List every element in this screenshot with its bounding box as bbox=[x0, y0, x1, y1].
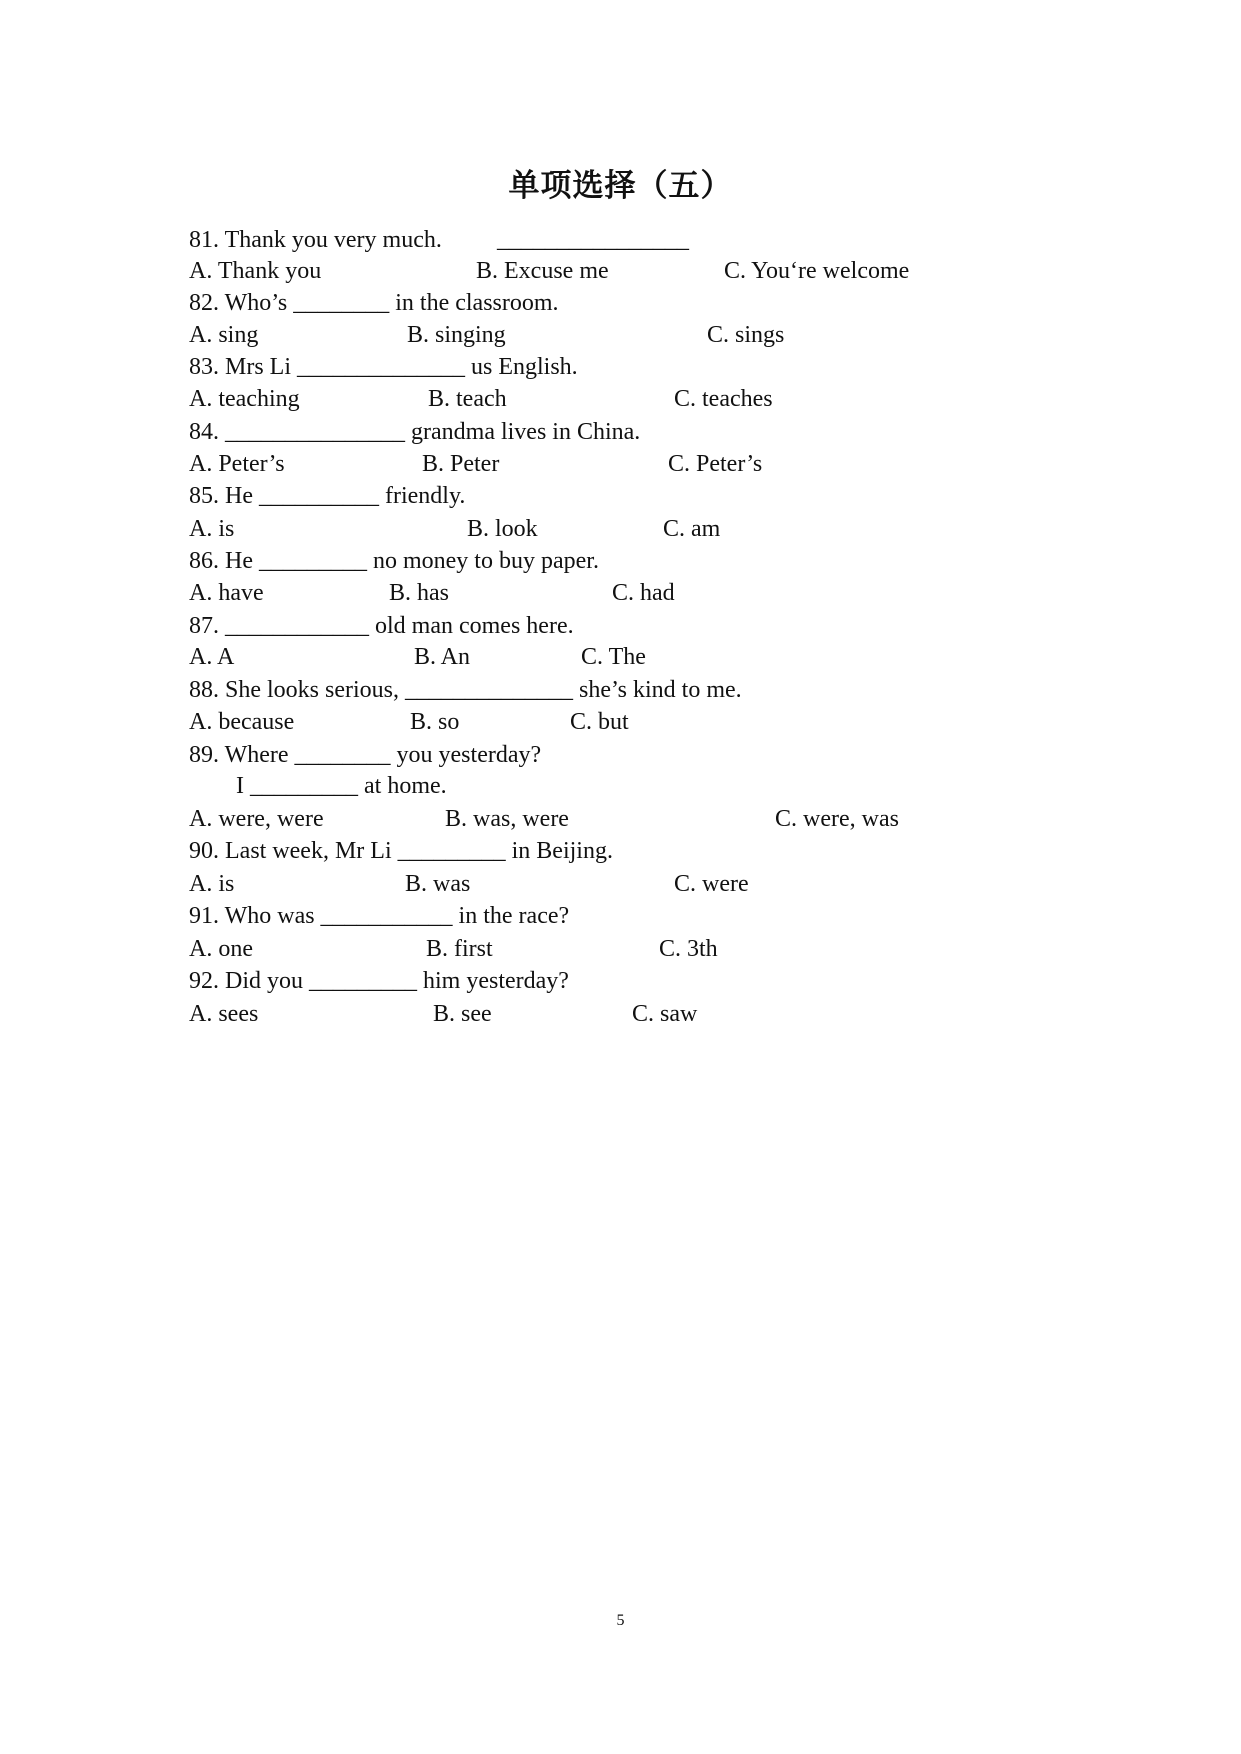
option-c: C. saw bbox=[632, 1001, 698, 1027]
question-number: 87. bbox=[189, 613, 219, 639]
option-b: B. Peter bbox=[422, 451, 500, 477]
question-text: Who’s ________ in the classroom. bbox=[224, 290, 559, 316]
page-title: 单项选择（五） bbox=[508, 168, 733, 204]
option-a: A. teaching bbox=[189, 386, 300, 412]
question-text: Who was ___________ in the race? bbox=[224, 903, 570, 929]
option-a: A. sing bbox=[189, 322, 259, 348]
option-b: B. so bbox=[410, 709, 460, 735]
question-text: She looks serious, ______________ she’s kind to me. bbox=[225, 677, 742, 703]
question-91 bbox=[189, 901, 569, 931]
question-89 bbox=[189, 740, 541, 770]
question-92 bbox=[189, 966, 569, 996]
option-a: A. A bbox=[189, 644, 235, 670]
answer-line-89 bbox=[236, 771, 447, 801]
option-b: B. first bbox=[426, 936, 493, 962]
question-number: 92. bbox=[189, 968, 219, 994]
answer-blank: ________________ bbox=[497, 227, 689, 253]
option-b: B. teach bbox=[428, 386, 507, 412]
option-b: B. see bbox=[433, 1001, 492, 1027]
option-c: C. am bbox=[663, 516, 721, 542]
question-text: Thank you very much. bbox=[224, 227, 442, 253]
question-text: He _________ no money to buy paper. bbox=[225, 548, 599, 574]
question-number: 83. bbox=[189, 354, 219, 380]
option-c: C. 3th bbox=[659, 936, 718, 962]
option-a: A. Peter’s bbox=[189, 451, 285, 477]
question-84 bbox=[189, 417, 640, 447]
question-text: Where ________ you yesterday? bbox=[224, 742, 542, 768]
option-b: B. was, were bbox=[445, 806, 569, 832]
question-90 bbox=[189, 836, 613, 866]
question-number: 85. bbox=[189, 483, 219, 509]
option-a: A. sees bbox=[189, 1001, 259, 1027]
question-text: Last week, Mr Li _________ in Beijing. bbox=[225, 838, 613, 864]
option-c: C. were, was bbox=[775, 806, 899, 832]
question-text: Did you _________ him yesterday? bbox=[225, 968, 569, 994]
option-b: B. look bbox=[467, 516, 538, 542]
option-c: C. had bbox=[612, 580, 675, 606]
option-c: C. were bbox=[674, 871, 749, 897]
question-text: Mrs Li ______________ us English. bbox=[225, 354, 578, 380]
option-c: C. sings bbox=[707, 322, 785, 348]
question-82 bbox=[189, 288, 559, 318]
option-b: B. Excuse me bbox=[476, 258, 609, 284]
question-85 bbox=[189, 481, 465, 511]
option-a: A. because bbox=[189, 709, 295, 735]
question-number: 91. bbox=[189, 903, 219, 929]
option-a: A. is bbox=[189, 871, 235, 897]
option-a: A. have bbox=[189, 580, 264, 606]
option-b: B. was bbox=[405, 871, 471, 897]
question-87 bbox=[189, 611, 574, 641]
question-number: 86. bbox=[189, 548, 219, 574]
option-c: C. You‘re welcome bbox=[724, 258, 910, 284]
question-number: 90. bbox=[189, 838, 219, 864]
question-81 bbox=[189, 225, 689, 255]
option-a: A. one bbox=[189, 936, 253, 962]
option-a: A. is bbox=[189, 516, 235, 542]
question-86 bbox=[189, 546, 599, 576]
option-b: B. has bbox=[389, 580, 449, 606]
option-c: C. but bbox=[570, 709, 629, 735]
option-c: C. Peter’s bbox=[668, 451, 763, 477]
question-number: 88. bbox=[189, 677, 219, 703]
option-b: B. An bbox=[414, 644, 471, 670]
question-88 bbox=[189, 675, 742, 705]
option-c: C. The bbox=[581, 644, 646, 670]
question-text: ____________ old man comes here. bbox=[225, 613, 574, 639]
question-text: He __________ friendly. bbox=[225, 483, 466, 509]
question-83 bbox=[189, 352, 578, 382]
page-number: 5 bbox=[616, 1612, 625, 1629]
question-number: 81. bbox=[189, 227, 219, 253]
option-a: A. Thank you bbox=[189, 258, 322, 284]
option-b: B. singing bbox=[407, 322, 506, 348]
question-text: _______________ grandma lives in China. bbox=[225, 419, 641, 445]
answer-line-text: I _________ at home. bbox=[236, 773, 447, 799]
question-number: 82. bbox=[189, 290, 219, 316]
question-number: 84. bbox=[189, 419, 219, 445]
option-a: A. were, were bbox=[189, 806, 324, 832]
question-number: 89. bbox=[189, 742, 219, 768]
option-c: C. teaches bbox=[674, 386, 773, 412]
